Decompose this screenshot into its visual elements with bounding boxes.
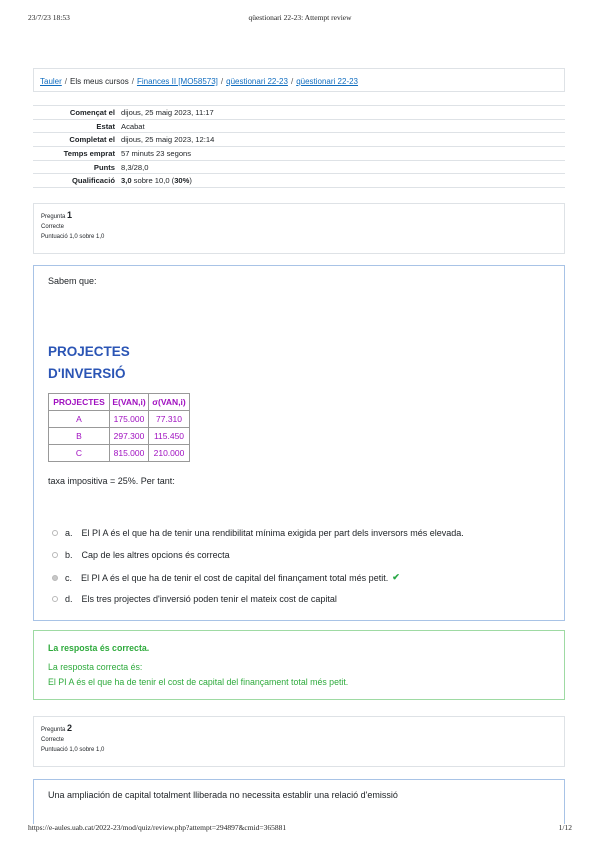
breadcrumb-quiz-section-link[interactable]: qüestionari 22-23: [226, 77, 288, 86]
table-header-row: [49, 394, 190, 411]
question-points: Puntuació 1,0 sobre 1,0: [41, 747, 105, 753]
option-text: El PI A és el que ha de tenir el cost de capital del finançament total més petit.: [81, 572, 389, 583]
answer-option-b[interactable]: [52, 550, 230, 560]
answer-option-d[interactable]: [52, 594, 337, 604]
option-letter: b.: [65, 550, 73, 560]
radio-button[interactable]: [52, 596, 58, 602]
grade-value: [121, 174, 565, 188]
summary-value: 57 minuts 23 segons: [121, 148, 192, 158]
breadcrumb-course-link[interactable]: Finances II [MO58573]: [136, 77, 218, 86]
question-2-info: [33, 716, 565, 767]
question-1-content: [33, 265, 565, 621]
table-cell: 175.000: [110, 411, 149, 428]
answer-option-a[interactable]: [52, 528, 464, 538]
table-cell: B: [49, 428, 110, 445]
question-prefix: Pregunta: [41, 214, 68, 220]
question-prefix: Pregunta: [41, 727, 68, 733]
option-letter: a.: [65, 528, 73, 538]
print-page-title: qüestionari 22-23: Attempt review: [248, 13, 352, 22]
question-status: Correcte: [41, 224, 65, 230]
table-cell: C: [49, 445, 110, 462]
print-datetime: 23/7/23 18:53: [28, 13, 70, 22]
radio-button[interactable]: [52, 552, 58, 558]
radio-button[interactable]: [52, 530, 58, 536]
breadcrumb-quiz-link[interactable]: qüestionari 22-23: [296, 77, 359, 86]
question-number: [41, 210, 564, 220]
question-number-value: 2: [67, 723, 73, 733]
grade-score: 3,0: [121, 176, 132, 186]
table-row: [49, 445, 190, 462]
breadcrumb-separator: /: [131, 77, 134, 86]
attempt-summary-table: [33, 105, 565, 188]
table-header: σ(VAN,i): [149, 394, 190, 411]
option-text: Els tres projectes d'inversió poden tenir el mateix cost de capital: [81, 594, 337, 604]
option-text: Cap de les altres opcions és correcta: [81, 550, 230, 560]
table-cell: A: [49, 411, 110, 428]
grade-end: ): [189, 176, 192, 186]
print-url: https://e-aules.uab.cat/2022-23/mod/quiz/review.php?attempt=294897&cmid=365881: [28, 823, 287, 832]
breadcrumb-separator: /: [64, 77, 68, 86]
summary-value: Acabat: [121, 121, 145, 131]
table-cell: 115.450: [149, 428, 190, 445]
feedback-correct-answer: El PI A és el que ha de tenir el cost de capital del finançament total més petit.: [48, 677, 349, 687]
summary-label: Completat el: [69, 135, 115, 145]
breadcrumb: [33, 68, 565, 92]
summary-value: dijous, 25 maig 2023, 12:14: [121, 135, 215, 145]
option-letter: d.: [65, 594, 73, 604]
question-intro: Sabem que:: [48, 276, 97, 286]
option-text: El PI A és el que ha de tenir una rendibilitat mínima exigida per part dels inversors més elevada.: [81, 528, 464, 538]
question-1-info: [33, 203, 565, 254]
breadcrumb-separator: /: [220, 77, 224, 86]
question-points: Puntuació 1,0 sobre 1,0: [41, 234, 105, 240]
table-header: E(VAN,i): [110, 394, 149, 411]
investment-projects-table: [48, 393, 190, 462]
summary-row-grade: [33, 174, 565, 188]
breadcrumb-dashboard-link[interactable]: Tauler: [40, 77, 62, 86]
summary-label: Temps emprat: [63, 148, 115, 158]
print-page-number: 1/12: [558, 823, 572, 832]
summary-label: Qualificació: [71, 176, 115, 186]
table-cell: 77.310: [149, 411, 190, 428]
breadcrumb-separator: /: [290, 77, 294, 86]
feedback-correct-label: La resposta correcta és:: [48, 662, 143, 672]
summary-label: Punts: [93, 162, 115, 172]
option-letter: c.: [65, 572, 73, 583]
table-header: PROJECTES: [49, 394, 110, 411]
projects-heading-line2: D'INVERSIÓ: [48, 366, 126, 381]
breadcrumb-my-courses: Els meus cursos: [70, 77, 129, 86]
summary-label: Començat el: [69, 107, 115, 117]
radio-button-selected[interactable]: [52, 575, 58, 581]
summary-label: Estat: [96, 121, 115, 131]
summary-row: [33, 160, 565, 174]
table-cell: 297.300: [110, 428, 149, 445]
question-number-value: 1: [67, 210, 73, 220]
question-1-feedback: [33, 630, 565, 700]
table-cell: 815.000: [110, 445, 149, 462]
question-status: Correcte: [41, 737, 65, 743]
question-number: [41, 723, 564, 733]
table-row: [49, 411, 190, 428]
summary-row: [33, 106, 565, 120]
projects-heading-line1: PROJECTES: [48, 344, 130, 359]
summary-value: 8,3/28,0: [121, 162, 149, 172]
correct-check-icon: ✔: [392, 572, 400, 582]
answer-option-c[interactable]: [52, 572, 400, 583]
summary-row: [33, 133, 565, 147]
feedback-result: La resposta és correcta.: [48, 643, 150, 653]
table-row: [49, 428, 190, 445]
question-2-content: [33, 779, 565, 824]
summary-row: [33, 147, 565, 161]
grade-middle: sobre 10,0 (: [131, 176, 175, 186]
summary-row: [33, 119, 565, 133]
table-cell: 210.000: [149, 445, 190, 462]
grade-percent: 30%: [174, 176, 190, 186]
summary-value: dijous, 25 maig 2023, 11:17: [121, 107, 214, 117]
tax-rate-text: taxa impositiva = 25%. Per tant:: [48, 476, 175, 486]
question-text: Una ampliación de capital totalment lliberada no necessita establir una relació d'emissió: [48, 790, 398, 800]
